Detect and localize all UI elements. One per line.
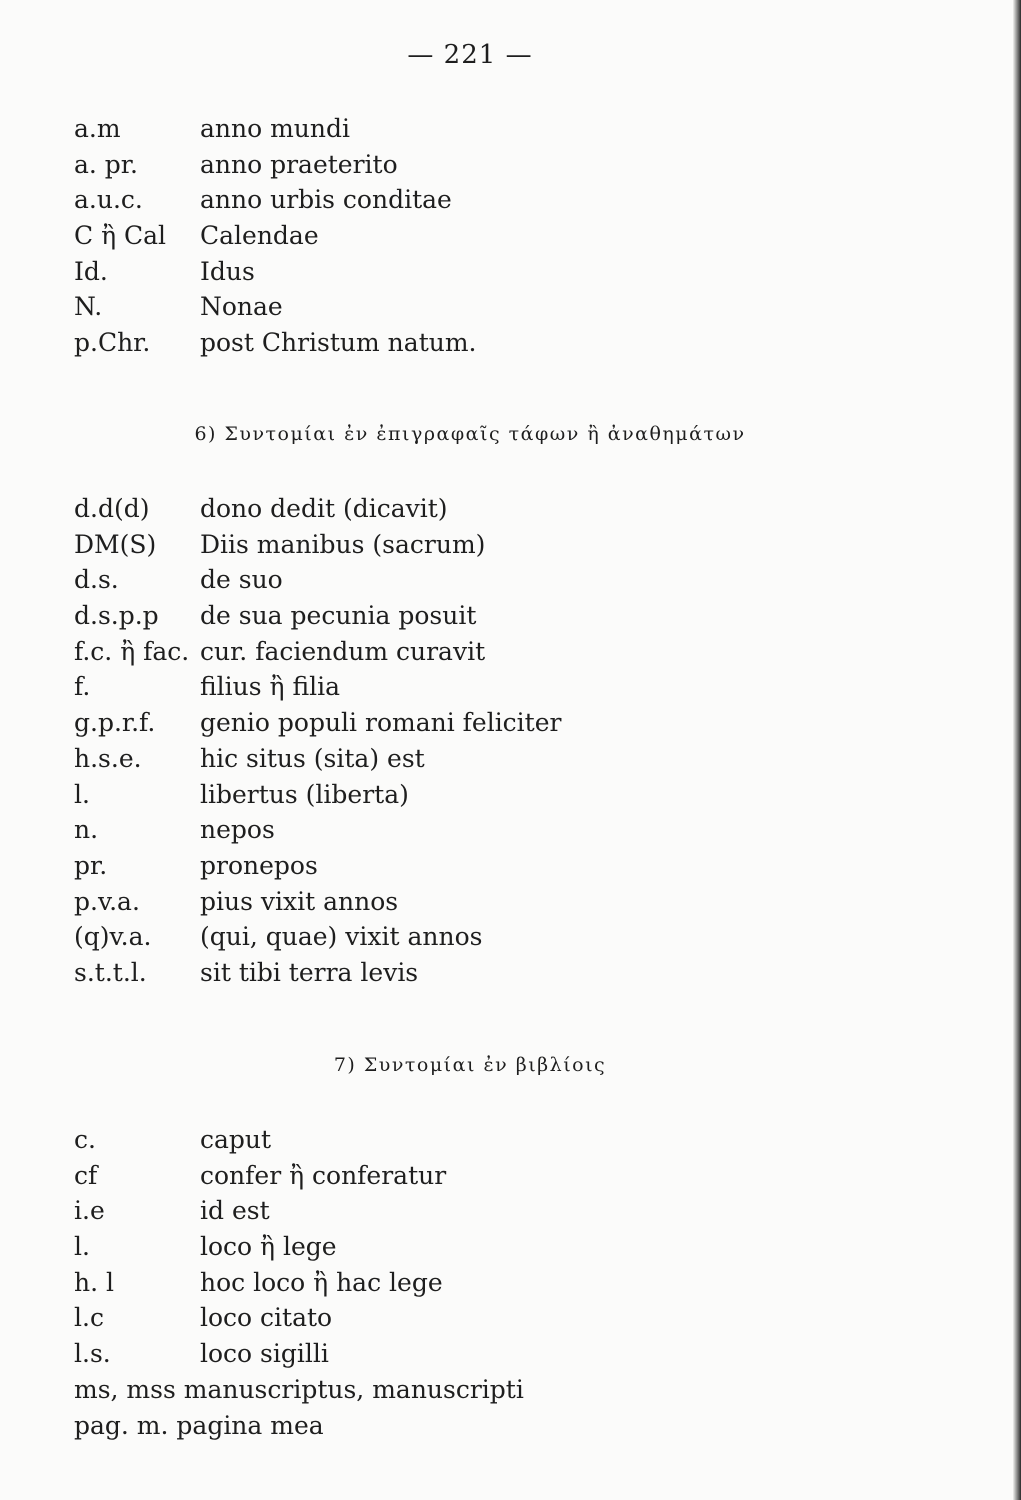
abbreviation: c.: [74, 1125, 96, 1154]
list-item: [74, 150, 854, 186]
abbreviation: g.p.r.f.: [74, 708, 156, 738]
list-item: [74, 328, 854, 364]
abbreviation: a.u.c.: [74, 185, 143, 215]
abbreviation: f.: [74, 672, 91, 702]
abbreviation: l.s.: [74, 1339, 111, 1369]
abbreviation: a.m: [74, 114, 121, 143]
list-item: [74, 292, 854, 328]
list-item: [74, 708, 854, 744]
abbreviation: h.s.e.: [74, 743, 142, 773]
list-item-run-in: pag. m. pagina mea: [74, 1410, 324, 1440]
list-item: [74, 1268, 854, 1304]
meaning: anno mundi: [200, 114, 351, 143]
meaning: Calendae: [200, 221, 319, 251]
inscription-abbreviations-list: [74, 494, 854, 994]
list-item: [74, 257, 854, 293]
list-item: [74, 494, 854, 530]
meaning: post Christum natum.: [200, 328, 477, 358]
meaning: sit tibi terra levis: [200, 957, 419, 987]
abbreviation: cf: [74, 1160, 98, 1190]
meaning: Diis manibus (sacrum): [200, 529, 486, 559]
meaning: loco sigilli: [200, 1339, 329, 1369]
abbreviation: f.c. ἢ fac.: [74, 636, 190, 666]
list-item: [74, 1232, 854, 1268]
abbreviation: a. pr.: [74, 149, 138, 179]
abbreviation: pr.: [74, 850, 108, 880]
meaning: libertus (liberta): [200, 779, 409, 809]
abbreviation: h. l: [74, 1267, 114, 1297]
meaning: filius ἢ filia: [200, 672, 341, 702]
meaning: Idus: [200, 256, 255, 286]
abbreviation: N.: [74, 292, 103, 322]
list-item: [74, 1196, 854, 1232]
meaning: nepos: [200, 815, 275, 845]
list-item: [74, 114, 854, 150]
list-item: [74, 637, 854, 673]
list-item: [74, 601, 854, 637]
list-item: [74, 530, 854, 566]
list-item: [74, 958, 854, 994]
section-7-heading: 7) Συντομίαι ἐν βιβλίοις: [333, 1054, 607, 1076]
abbreviation: l.: [74, 779, 90, 809]
abbreviation: p.v.a.: [74, 886, 140, 916]
list-item: [74, 221, 854, 257]
page-edge-shadow: [1013, 0, 1021, 1500]
abbreviation: C ἢ Cal: [74, 221, 167, 251]
meaning: de sua pecunia posuit: [200, 601, 477, 631]
meaning: id est: [200, 1196, 270, 1226]
list-item: [74, 815, 854, 851]
list-item: [74, 780, 854, 816]
meaning: pronepos: [200, 850, 318, 880]
list-item: [74, 185, 854, 221]
section-6-heading: 6) Συντομίαι ἐν ἐπιγραφαῖς τάφων ἢ ἀναθημάτων: [194, 423, 746, 445]
abbreviation: d.s.p.p: [74, 601, 159, 631]
list-item: [74, 565, 854, 601]
list-item: [74, 1303, 854, 1339]
meaning: loco citato: [200, 1303, 333, 1333]
abbreviation: l.: [74, 1232, 90, 1262]
meaning: genio populi romani feliciter: [200, 708, 562, 738]
meaning: hic situs (sita) est: [200, 743, 425, 773]
abbreviation: i.e: [74, 1196, 105, 1226]
meaning: pius vixit annos: [200, 886, 399, 916]
abbreviation: Id.: [74, 256, 108, 286]
list-item: [74, 744, 854, 780]
meaning: anno urbis conditae: [200, 185, 452, 215]
list-item-run-in: ms, mss manuscriptus, manuscripti: [74, 1374, 524, 1404]
meaning: Nonae: [200, 292, 283, 322]
meaning: anno praeterito: [200, 149, 398, 179]
abbreviation: s.t.t.l.: [74, 957, 147, 987]
list-item: [74, 672, 854, 708]
abbreviation: DM(S): [74, 529, 157, 559]
meaning: dono dedit (dicavit): [200, 494, 448, 523]
meaning: confer ἢ conferatur: [200, 1160, 447, 1190]
book-abbreviations-list: [74, 1125, 854, 1446]
meaning: caput: [200, 1125, 272, 1154]
meaning: cur. faciendum curavit: [200, 636, 486, 666]
abbreviation: d.d(d): [74, 494, 150, 523]
list-item: [74, 1125, 854, 1161]
date-abbreviations-list: [74, 114, 854, 364]
page-number: — 221 —: [407, 40, 533, 70]
list-item: [74, 1161, 854, 1197]
abbreviation: (q)v.a.: [74, 922, 152, 952]
meaning: loco ἢ lege: [200, 1232, 337, 1262]
list-item: [74, 851, 854, 887]
abbreviation: d.s.: [74, 565, 119, 595]
meaning: de suo: [200, 565, 283, 595]
abbreviation: p.Chr.: [74, 328, 151, 358]
abbreviation: l.c: [74, 1303, 104, 1333]
list-item: [74, 1339, 854, 1375]
abbreviation: n.: [74, 815, 99, 845]
meaning: hoc loco ἢ hac lege: [200, 1267, 443, 1297]
list-item: [74, 887, 854, 923]
meaning: (qui, quae) vixit annos: [200, 922, 483, 952]
list-item: [74, 922, 854, 958]
